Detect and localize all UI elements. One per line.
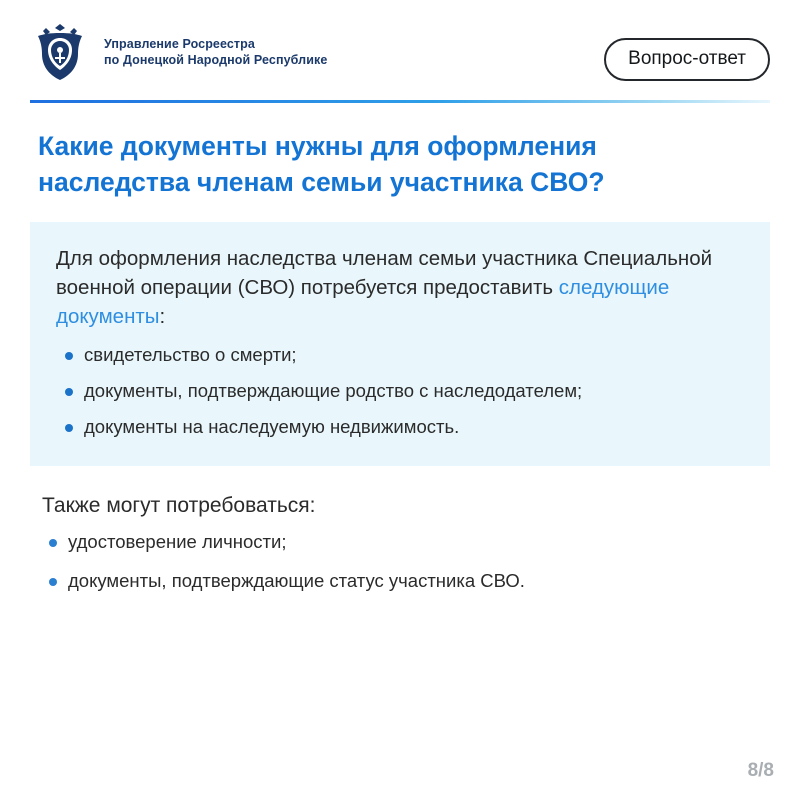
page-header <box>0 0 800 84</box>
header-divider-wrap <box>0 100 800 103</box>
organization-name-line2: по Донецкой Народной Республике <box>104 53 328 67</box>
additional-documents-block <box>42 494 770 594</box>
additional-documents-list <box>42 530 770 594</box>
header-divider <box>30 100 770 103</box>
list-item: свидетельство о смерти; <box>56 343 744 368</box>
list-item: удостоверение личности; <box>42 530 770 555</box>
answer-lead-accent: следующие документы <box>56 276 670 329</box>
list-item: документы на наследуемую недвижимость. <box>56 415 744 440</box>
answer-lead-paragraph <box>56 244 744 331</box>
brand-block <box>30 22 327 84</box>
answer-highlight-box <box>30 222 770 466</box>
answer-document-list <box>56 343 744 440</box>
answer-lead-part1: Для оформления наследства членам семьи участника Специальной военной операции (СВО) потребуется предоставить <box>56 247 713 300</box>
list-item: документы, подтверждающие родство с наследодателем; <box>56 379 744 404</box>
list-item: документы, подтверждающие статус участника СВО. <box>42 569 770 594</box>
organization-name-line1: Управление Росреестра <box>104 37 255 52</box>
qa-badge: Вопрос-ответ <box>604 38 770 81</box>
organization-name <box>104 37 327 68</box>
page-counter: 8/8 <box>747 760 774 781</box>
russian-double-headed-eagle-emblem-icon <box>30 22 90 84</box>
additional-documents-title: Также могут потребоваться: <box>42 494 316 518</box>
page-title: Какие документы нужны для оформления наследства членам семьи участника СВО? <box>38 131 605 197</box>
answer-lead-part2: : <box>159 305 166 329</box>
